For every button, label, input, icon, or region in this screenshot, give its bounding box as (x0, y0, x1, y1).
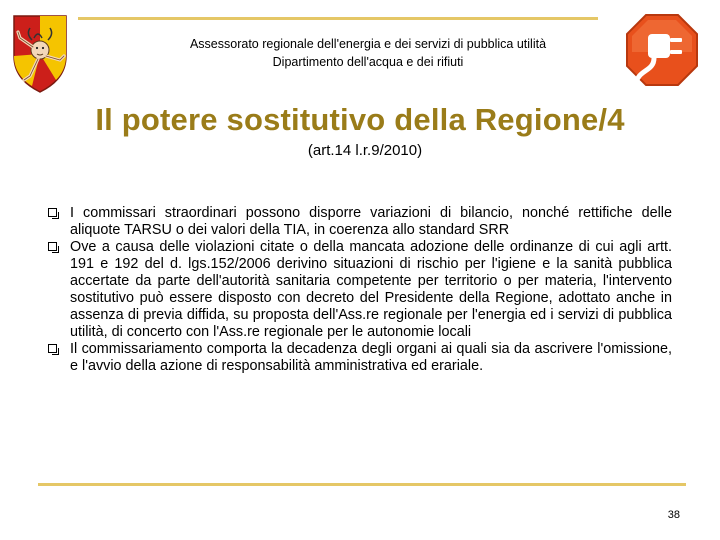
list-item (48, 205, 672, 239)
bullet-text: I commissari straordinari possono disporre variazioni di bilancio, nonché rettifiche delle aliquote TARSU o dei valori della TIA, in coerenza allo standard SRR (70, 205, 672, 238)
bullet-list (48, 205, 672, 375)
checkbox-bullet-icon (48, 242, 57, 251)
department-header-line2: Dipartimento dell'acqua e dei rifiuti (272, 55, 464, 69)
list-item (48, 341, 672, 375)
header-divider (78, 17, 598, 20)
slide-subtitle: (art.14 l.r.9/2010) (307, 142, 423, 159)
bullet-text: Il commissariamento comporta la decadenza degli organi ai quali sia da ascrivere l'omissione, e l'avvio della azione di responsabilità amministrativa ed erariale. (70, 341, 672, 374)
checkbox-bullet-icon (48, 208, 57, 217)
bullet-text: Ove a causa delle violazioni citate o della mancata adozione delle ordinanze di cui agli artt. 191 e 192 del d. lgs.152/2006 derivino situazioni di rischio per l'igiene e la sanità pubblica accertate da parte dell'autorità sanitaria competente per territorio o per materia, l'intervento sostitutivo può essere disposto con decreto del Presidente della Regione, adottato anche in assenza di previa diffida, su proposta dell'Ass.re regionale per l'energia ed i servizi di pubblica utilità, di concerto con l'Ass.re regionale per le autonomie locali (70, 239, 672, 340)
checkbox-bullet-icon (48, 344, 57, 353)
list-item (48, 239, 672, 341)
trinacria-coat-of-arms-icon (8, 10, 72, 94)
department-header-line1: Assessorato regionale dell'energia e dei servizi di pubblica utilità (189, 37, 547, 51)
slide-title: Il potere sostitutivo della Regione/4 (95, 102, 625, 137)
footer-divider (38, 483, 686, 486)
page-number: 38 (667, 509, 680, 521)
